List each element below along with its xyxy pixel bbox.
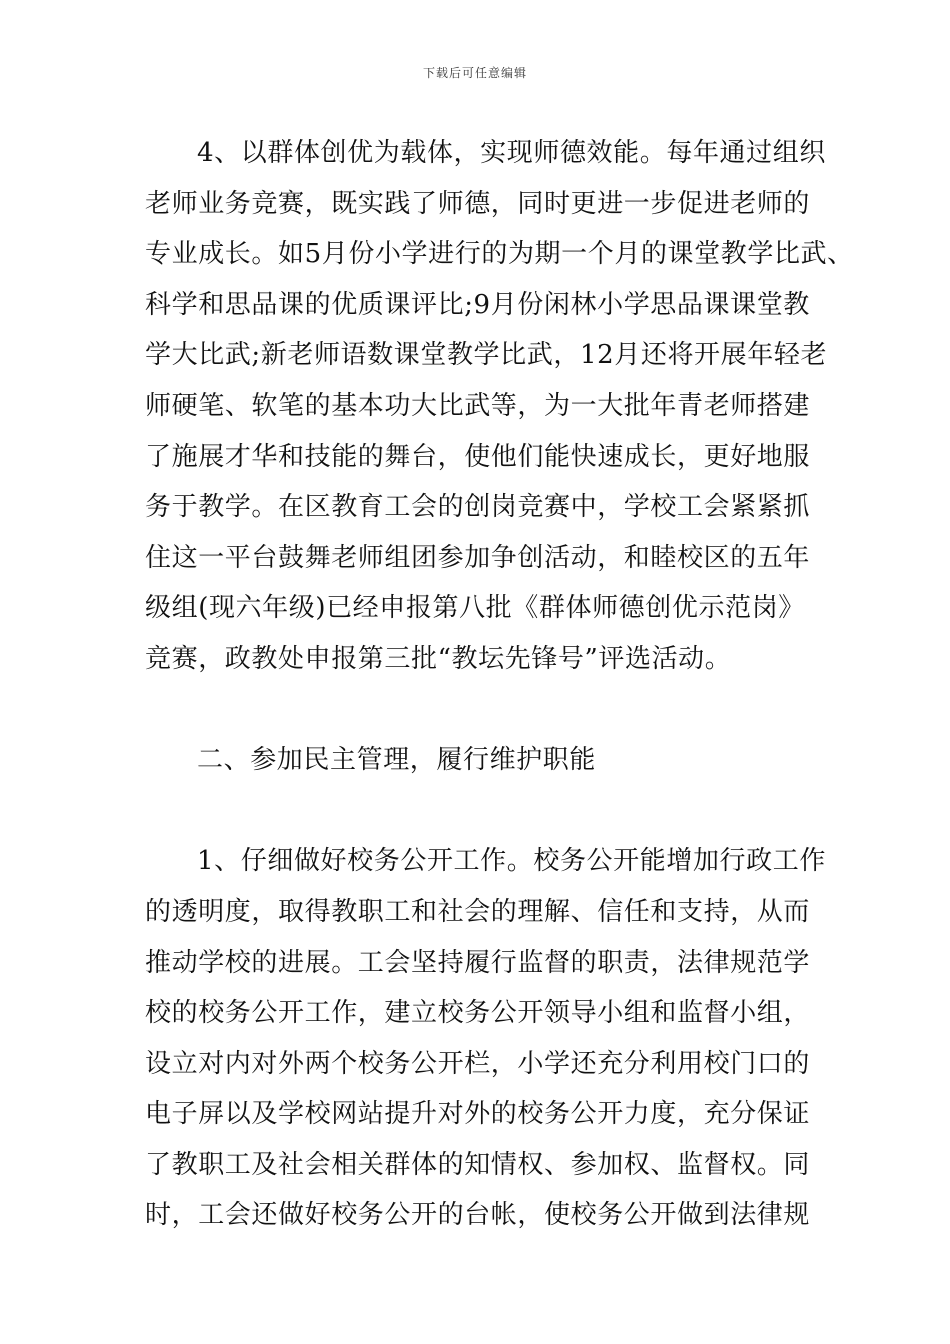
text-line: 1、仔细做好校务公开工作。校务公开能增加行政工作 <box>197 846 826 877</box>
paragraph-school-affairs <box>145 836 835 1241</box>
text-line: 务于教学。在区教育工会的创岗竞赛中，学校工会紧紧抓 <box>145 492 811 523</box>
text-line: 住这一平台鼓舞老师组团参加争创活动，和睦校区的五年 <box>145 542 811 573</box>
document-body <box>145 128 854 1241</box>
text-line: 师硬笔、软笔的基本功大比武等，为一大批年青老师搭建 <box>145 390 811 421</box>
text-line: 4、以群体创优为载体，实现师德效能。每年通过组织 <box>197 138 826 168</box>
text-line: 老师业务竞赛，既实践了师德，同时更进一步促进老师的 <box>145 188 811 219</box>
text-line: 设立对内对外两个校务公开栏，小学还充分利用校门口的 <box>145 1048 811 1079</box>
header-note: 下载后可任意编辑 <box>422 66 527 80</box>
text-line: 的透明度，取得教职工和社会的理解、信任和支持，从而 <box>145 896 811 927</box>
text-line: 了教职工及社会相关群体的知情权、参加权、监督权。同 <box>145 1149 811 1180</box>
section-heading-text: 二、参加民主管理，履行维护职能 <box>197 745 597 776</box>
paragraph-spacer <box>145 685 835 736</box>
text-line: 专业成长。如5月份小学进行的为期一个月的课堂教学比武、 <box>145 239 854 270</box>
text-line: 电子屏以及学校网站提升对外的校务公开力度，充分保证 <box>145 1099 811 1130</box>
text-line: 校的校务公开工作，建立校务公开领导小组和监督小组， <box>145 998 811 1029</box>
text-line: 级组(现六年级)已经申报第八批《群体师德创优示范岗》 <box>145 593 805 624</box>
paragraph-spacer <box>145 786 835 837</box>
text-line: 科学和思品课的优质课评比;9月份闲林小学思品课课堂教 <box>145 289 810 320</box>
text-line: 竞赛，政教处申报第三批“教坛先锋号”评选活动。 <box>145 643 732 674</box>
paragraph-teacher-ethics <box>145 128 854 685</box>
text-line: 时，工会还做好校务公开的台帐，使校务公开做到法律规 <box>145 1200 811 1231</box>
text-line: 推动学校的进展。工会坚持履行监督的职责，法律规范学 <box>145 947 811 978</box>
text-line: 学大比武;新老师语数课堂教学比武，12月还将开展年轻老 <box>145 340 828 371</box>
text-line: 了施展才华和技能的舞台，使他们能快速成长，更好地服 <box>145 441 811 472</box>
section-heading <box>145 735 835 786</box>
